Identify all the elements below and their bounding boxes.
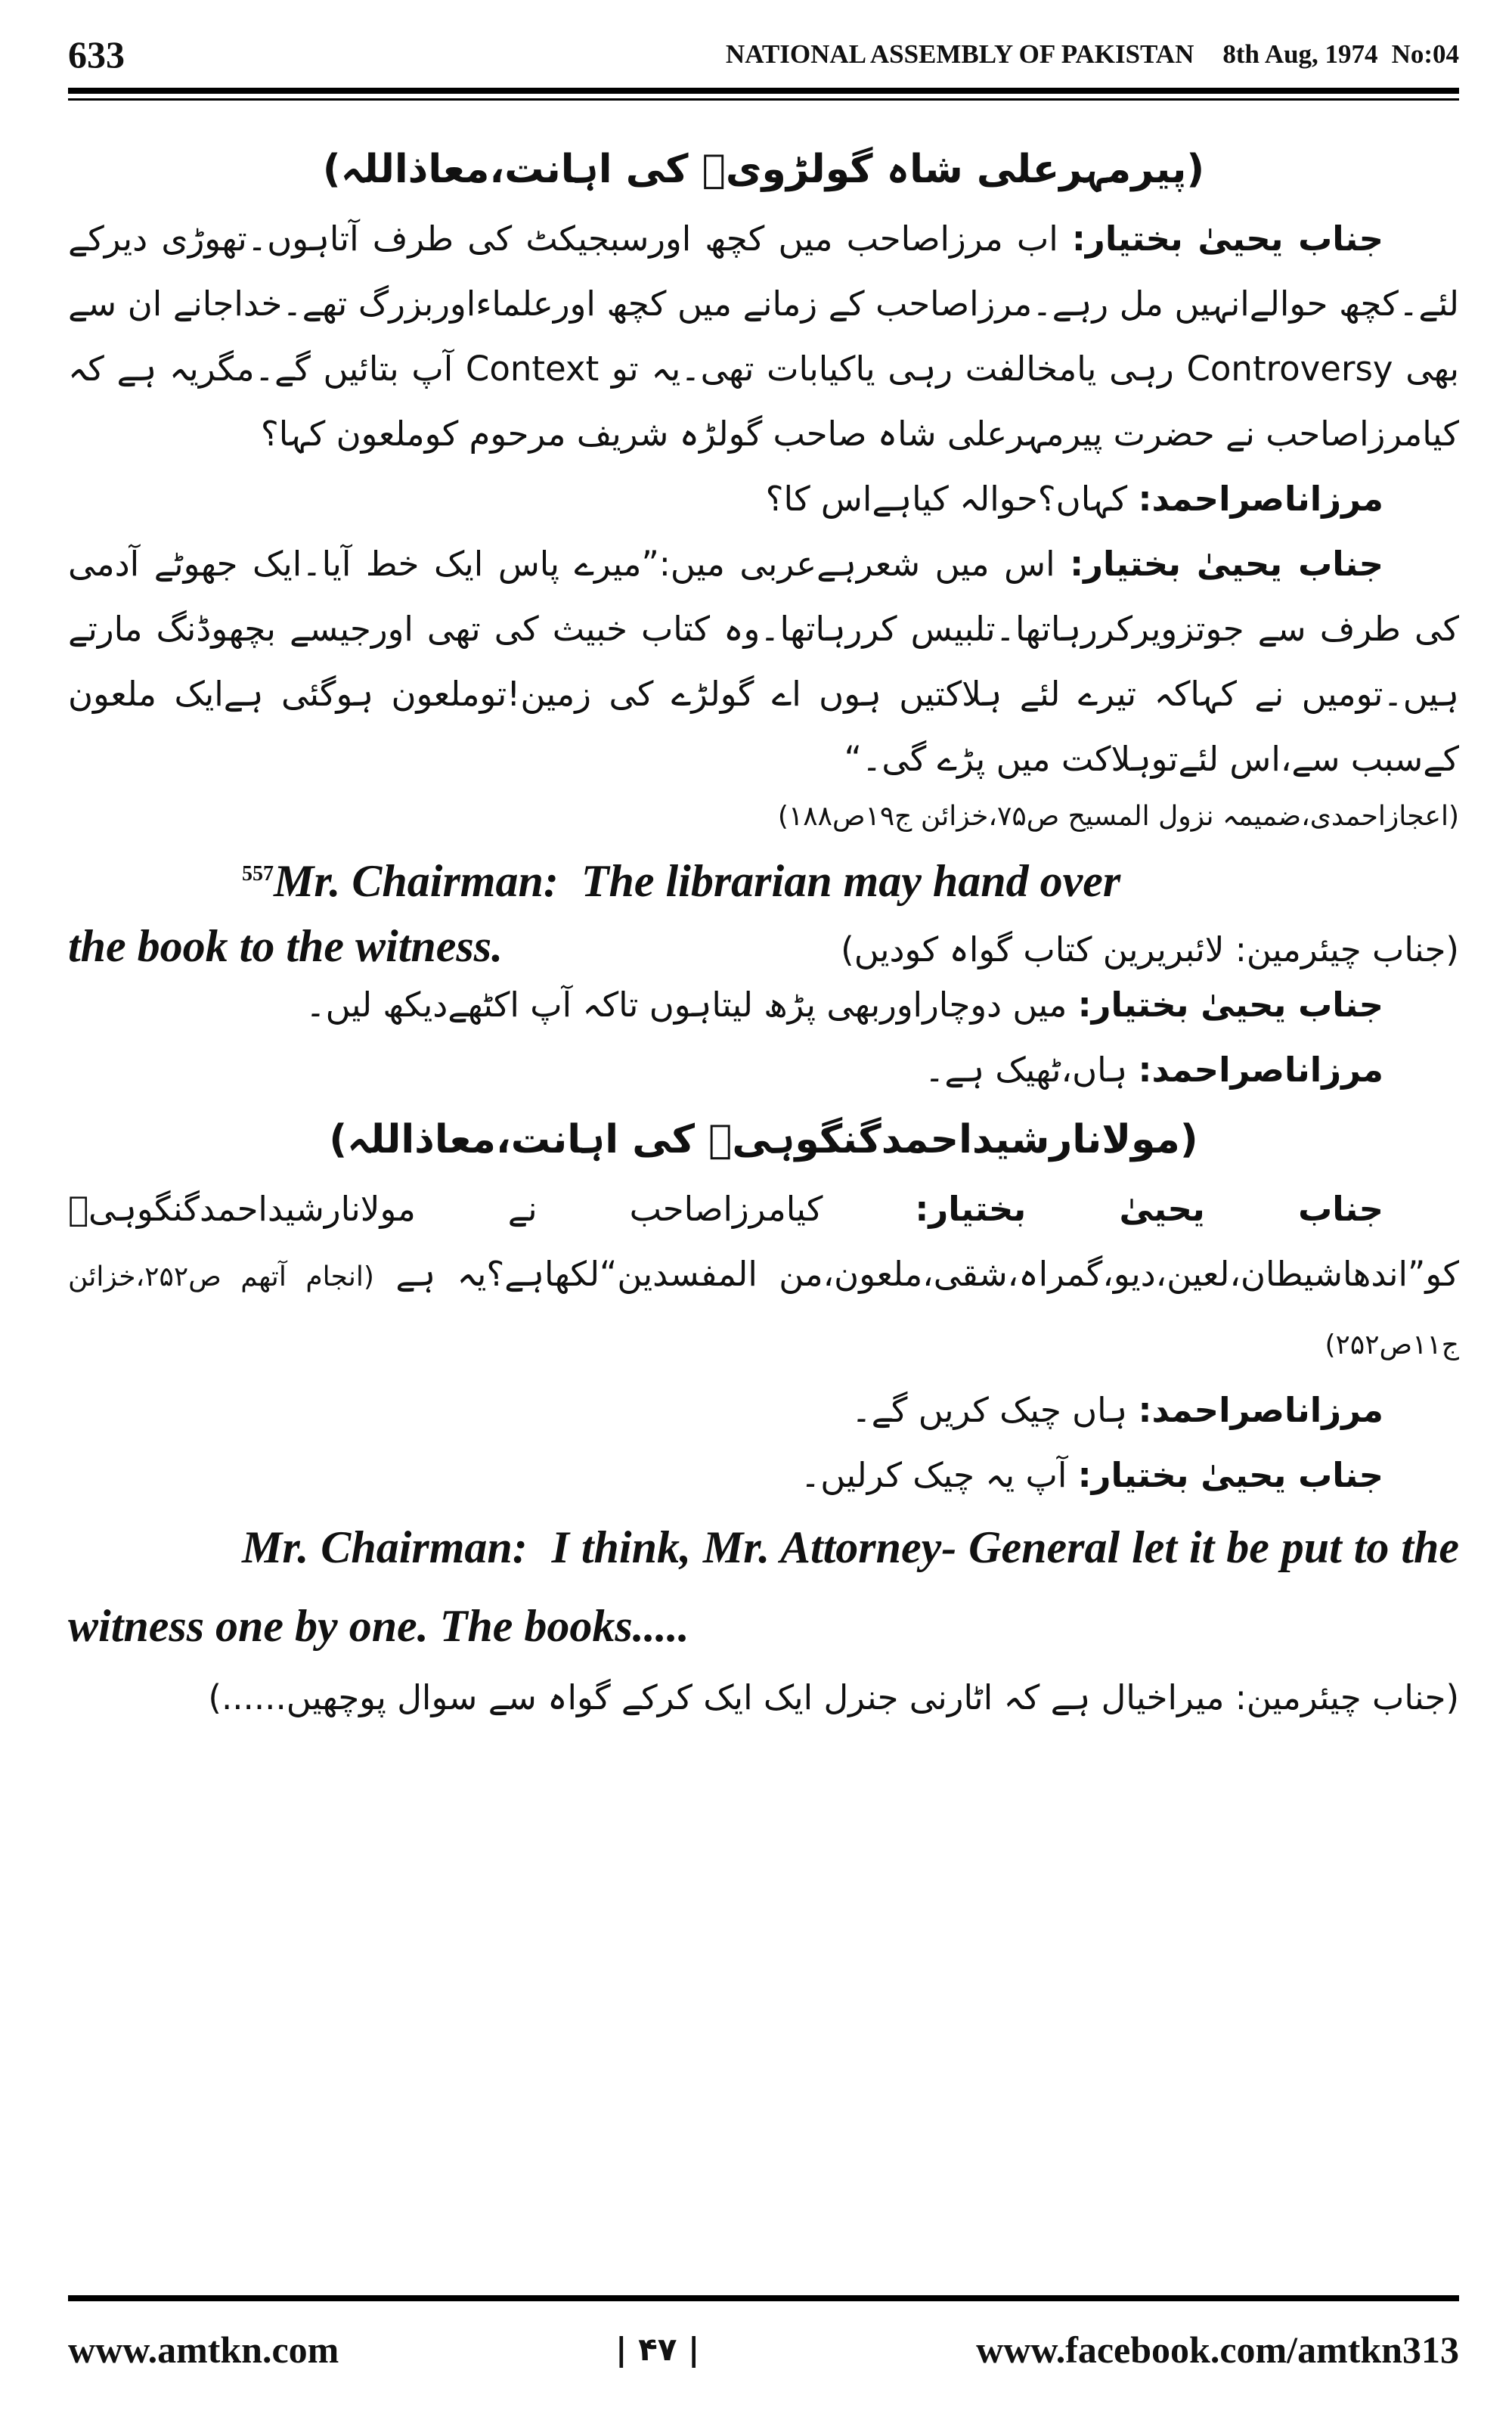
paragraph [68, 1378, 1459, 1443]
section-heading: (مولانارشیداحمدگنگوہیؒ کی اہانت،معاذاللہ) [329, 1117, 1198, 1162]
session-date: 8th Aug, 1974 [1222, 39, 1378, 69]
speaker-name: جناب یحییٰ بختیار: [915, 1189, 1383, 1229]
page-body [68, 132, 1459, 2257]
reference-citation: (انجام آتھم ص۲۵۲،خزائن ج۱۱ص۲۵۲) [68, 1261, 1459, 1360]
paragraph [68, 532, 1459, 792]
session-number: No:04 [1391, 39, 1459, 69]
speech-text: ہاں،ٹھیک ہے۔ [925, 1050, 1128, 1090]
speech-text: کہاں؟حوالہ کیاہےاس کا؟ [765, 479, 1128, 519]
speech-text: I think, Mr. Attorney- General let it be put to the witness one by one. The books..... [68, 1522, 1459, 1651]
assembly-name: NATIONAL ASSEMBLY OF PAKISTAN [725, 39, 1194, 69]
speech-text: the book to the witness. [68, 921, 503, 971]
speech-text: The librarian may hand over [581, 856, 1121, 906]
speaker-name: جناب یحییٰ بختیار: [1077, 985, 1383, 1025]
header-title [697, 24, 1459, 85]
speech-text: کیامرزاصاحب نے مولانارشیداحمدگنگوہیؒ کو”اندھاشیطان،لعین،دیو،گمراہ،شقی،ملعون،من المفسدین“لکھاہے؟یہ ہے [68, 1189, 1459, 1294]
speech-text: اب مرزاصاحب میں کچھ اورسبجیکٹ کی طرف آتاہوں۔تھوڑی دیرکے لئے۔کچھ حوالےانہیں مل رہے۔مرزاصاحب کے زمانے میں کچھ اورعلماءاوربزرگ تھے۔خداجانے ان سے بھی Controversy رہی یامخالفت رہی یاکیابات تھی۔یہ تو Context آپ بتائیں گے۔مگریہ ہے کہ کیامرزاصاحب نے حضرت پیرمہرعلی شاہ صاحب گولڑہ شریف مرحوم کوملعون کہا؟ [68, 219, 1459, 454]
header-rule-thin [68, 98, 1459, 101]
paragraph [68, 1443, 1459, 1508]
speech-text: اس میں شعرہےعربی میں:”میرے پاس ایک خط آیا۔ایک جھوٹے آدمی کی طرف سے جوتزویرکررہاتھا۔تلبیس کررہاتھا۔وہ کتاب خبیث کی تھی اورجیسے بچھوڈنگ مارتے ہیں۔تومیں نے کہاکہ تیرے لئے ہلاکتیں ہوں اے گولڑے کی زمین!توملعون ہوگئی ہےایک ملعون کےسبب سے،اس لئےتوہلاکت میں پڑے گی۔“ [68, 544, 1459, 779]
paragraph [68, 206, 1459, 467]
paragraph [68, 1038, 1459, 1103]
section-heading: (پیرمہرعلی شاہ گولڑویؒ کی اہانت،معاذاللہ) [322, 147, 1205, 192]
speaker-name: مرزاناصراحمد: [1138, 479, 1383, 519]
mixed-line [68, 920, 1459, 973]
page-number: 633 [68, 33, 125, 76]
urdu-translation: (جناب چیئرمین: لائبریرین کتاب گواہ کودیں) [841, 929, 1459, 970]
page-footer [68, 2316, 1459, 2384]
page-header [68, 24, 1459, 85]
website-link[interactable]: www.amtkn.com [68, 2328, 339, 2371]
speech-text: ہاں چیک کریں گے۔ [851, 1390, 1128, 1430]
english-speech [68, 842, 1459, 920]
speaker-name: Mr. Chairman: [274, 856, 559, 906]
speaker-name: مرزاناصراحمد: [1138, 1050, 1383, 1090]
speaker-name: جناب یحییٰ بختیار: [1070, 544, 1383, 584]
footer-rule [68, 2295, 1459, 2301]
paragraph [68, 1177, 1459, 1378]
paragraph [68, 467, 1459, 532]
english-speech [68, 1508, 1459, 1665]
speech-text: آپ یہ چیک کرلیں۔ [800, 1455, 1067, 1495]
paragraph [68, 973, 1459, 1038]
page-label: | ۴۷ | [615, 2331, 700, 2368]
footnote-number: 557 [242, 862, 274, 886]
speaker-name: مرزاناصراحمد: [1138, 1390, 1383, 1430]
facebook-link[interactable]: www.facebook.com/amtkn313 [976, 2328, 1459, 2371]
speaker-name: Mr. Chairman: [242, 1522, 528, 1572]
reference-citation: (اعجازاحمدی،ضمیمہ نزول المسیح ص۷۵،خزائن ج۱۹ص۱۸۸) [777, 801, 1459, 832]
speaker-name: جناب یحییٰ بختیار: [1077, 1455, 1383, 1495]
header-rule-thick [68, 88, 1459, 94]
urdu-translation: (جناب چیئرمین: میراخیال ہے کہ اٹارنی جنرل ایک ایک کرکے گواہ سے سوال پوچھیں......) [208, 1677, 1459, 1717]
speaker-name: جناب یحییٰ بختیار: [1071, 219, 1383, 259]
speech-text: میں دوچاراوربھی پڑھ لیتاہوں تاکہ آپ اکٹھےدیکھ لیں۔ [305, 985, 1067, 1025]
